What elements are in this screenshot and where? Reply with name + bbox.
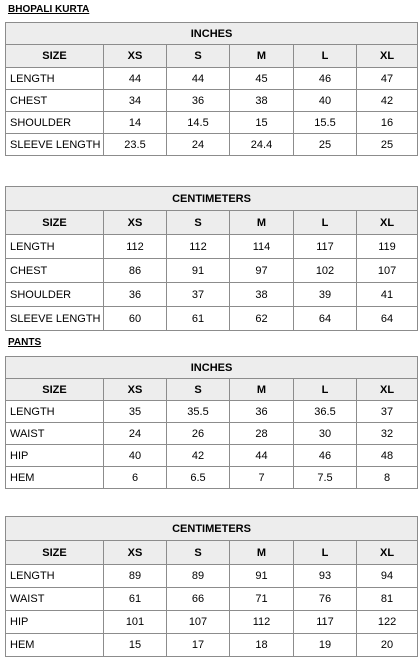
- column-header-size: SIZE: [6, 541, 104, 565]
- column-header-m: M: [230, 211, 294, 235]
- cell-value: 25: [294, 134, 357, 156]
- cell-value: 97: [230, 259, 294, 283]
- row-label: LENGTH: [6, 401, 104, 423]
- table-row: [6, 565, 418, 588]
- cell-value: 24.4: [230, 134, 294, 156]
- cell-value: 15.5: [294, 112, 357, 134]
- column-header-l: L: [294, 379, 357, 401]
- table-row: [6, 283, 418, 307]
- cell-value: 91: [230, 565, 294, 588]
- cell-value: 107: [357, 259, 418, 283]
- column-header-size: SIZE: [6, 211, 104, 235]
- cell-value: 44: [167, 68, 230, 90]
- cell-value: 24: [167, 134, 230, 156]
- column-header-xl: XL: [357, 541, 418, 565]
- column-header-s: S: [167, 379, 230, 401]
- cell-value: 23.5: [104, 134, 167, 156]
- cell-value: 64: [357, 307, 418, 331]
- row-label: LENGTH: [6, 68, 104, 90]
- kurta-centimeters-table: [5, 186, 418, 331]
- column-header-m: M: [230, 45, 294, 68]
- row-label: SHOULDER: [6, 112, 104, 134]
- column-header-xl: XL: [357, 211, 418, 235]
- row-label: HIP: [6, 611, 104, 634]
- column-header-m: M: [230, 379, 294, 401]
- table-row: [6, 611, 418, 634]
- cell-value: 37: [167, 283, 230, 307]
- cell-value: 44: [230, 445, 294, 467]
- cell-value: 36: [104, 283, 167, 307]
- cell-value: 60: [104, 307, 167, 331]
- cell-value: 38: [230, 283, 294, 307]
- kurta-inches-table: [5, 22, 418, 156]
- unit-header: CENTIMETERS: [6, 187, 418, 211]
- cell-value: 62: [230, 307, 294, 331]
- cell-value: 122: [357, 611, 418, 634]
- cell-value: 34: [104, 90, 167, 112]
- cell-value: 64: [294, 307, 357, 331]
- row-label: LENGTH: [6, 565, 104, 588]
- cell-value: 37: [357, 401, 418, 423]
- column-header-xl: XL: [357, 379, 418, 401]
- table-row: [6, 112, 418, 134]
- table-row: [6, 90, 418, 112]
- table-row: [6, 401, 418, 423]
- table-row: [6, 445, 418, 467]
- kurta-section-title: BHOPALI KURTA: [8, 4, 90, 15]
- column-header-s: S: [167, 211, 230, 235]
- cell-value: 35.5: [167, 401, 230, 423]
- cell-value: 36.5: [294, 401, 357, 423]
- cell-value: 6.5: [167, 467, 230, 489]
- cell-value: 101: [104, 611, 167, 634]
- cell-value: 89: [104, 565, 167, 588]
- unit-header: INCHES: [6, 23, 418, 45]
- cell-value: 46: [294, 68, 357, 90]
- cell-value: 14: [104, 112, 167, 134]
- cell-value: 26: [167, 423, 230, 445]
- cell-value: 25: [357, 134, 418, 156]
- column-header-xl: XL: [357, 45, 418, 68]
- table-row: [6, 235, 418, 259]
- cell-value: 76: [294, 588, 357, 611]
- pants-centimeters-table: [5, 516, 418, 657]
- cell-value: 6: [104, 467, 167, 489]
- cell-value: 61: [167, 307, 230, 331]
- column-header-size: SIZE: [6, 379, 104, 401]
- cell-value: 112: [167, 235, 230, 259]
- row-label: HEM: [6, 634, 104, 657]
- pants-inches-table: [5, 356, 418, 489]
- table-row: [6, 467, 418, 489]
- cell-value: 8: [357, 467, 418, 489]
- cell-value: 17: [167, 634, 230, 657]
- table-row: [6, 68, 418, 90]
- column-header-xs: XS: [104, 541, 167, 565]
- column-header-l: L: [294, 541, 357, 565]
- row-label: HIP: [6, 445, 104, 467]
- table-row: [6, 634, 418, 657]
- column-header-xs: XS: [104, 45, 167, 68]
- cell-value: 36: [230, 401, 294, 423]
- row-label: HEM: [6, 467, 104, 489]
- cell-value: 114: [230, 235, 294, 259]
- cell-value: 47: [357, 68, 418, 90]
- cell-value: 30: [294, 423, 357, 445]
- cell-value: 86: [104, 259, 167, 283]
- column-header-xs: XS: [104, 379, 167, 401]
- cell-value: 44: [104, 68, 167, 90]
- cell-value: 107: [167, 611, 230, 634]
- cell-value: 102: [294, 259, 357, 283]
- cell-value: 38: [230, 90, 294, 112]
- cell-value: 93: [294, 565, 357, 588]
- cell-value: 18: [230, 634, 294, 657]
- cell-value: 48: [357, 445, 418, 467]
- column-header-l: L: [294, 45, 357, 68]
- table-row: [6, 259, 418, 283]
- cell-value: 7.5: [294, 467, 357, 489]
- cell-value: 39: [294, 283, 357, 307]
- cell-value: 61: [104, 588, 167, 611]
- row-label: WAIST: [6, 423, 104, 445]
- cell-value: 40: [294, 90, 357, 112]
- cell-value: 94: [357, 565, 418, 588]
- cell-value: 119: [357, 235, 418, 259]
- cell-value: 46: [294, 445, 357, 467]
- cell-value: 71: [230, 588, 294, 611]
- cell-value: 16: [357, 112, 418, 134]
- row-label: WAIST: [6, 588, 104, 611]
- cell-value: 66: [167, 588, 230, 611]
- cell-value: 15: [230, 112, 294, 134]
- cell-value: 112: [230, 611, 294, 634]
- column-header-s: S: [167, 541, 230, 565]
- cell-value: 20: [357, 634, 418, 657]
- table-row: [6, 423, 418, 445]
- cell-value: 36: [167, 90, 230, 112]
- cell-value: 14.5: [167, 112, 230, 134]
- column-header-size: SIZE: [6, 45, 104, 68]
- column-header-s: S: [167, 45, 230, 68]
- row-label: CHEST: [6, 90, 104, 112]
- cell-value: 15: [104, 634, 167, 657]
- cell-value: 91: [167, 259, 230, 283]
- cell-value: 40: [104, 445, 167, 467]
- cell-value: 117: [294, 611, 357, 634]
- row-label: SLEEVE LENGTH: [6, 307, 104, 331]
- column-header-m: M: [230, 541, 294, 565]
- table-row: [6, 134, 418, 156]
- cell-value: 45: [230, 68, 294, 90]
- table-row: [6, 307, 418, 331]
- cell-value: 24: [104, 423, 167, 445]
- cell-value: 117: [294, 235, 357, 259]
- cell-value: 41: [357, 283, 418, 307]
- cell-value: 81: [357, 588, 418, 611]
- row-label: CHEST: [6, 259, 104, 283]
- cell-value: 42: [357, 90, 418, 112]
- table-row: [6, 588, 418, 611]
- column-header-xs: XS: [104, 211, 167, 235]
- row-label: LENGTH: [6, 235, 104, 259]
- cell-value: 35: [104, 401, 167, 423]
- cell-value: 28: [230, 423, 294, 445]
- cell-value: 19: [294, 634, 357, 657]
- unit-header: CENTIMETERS: [6, 517, 418, 541]
- column-header-l: L: [294, 211, 357, 235]
- unit-header: INCHES: [6, 357, 418, 379]
- cell-value: 32: [357, 423, 418, 445]
- cell-value: 89: [167, 565, 230, 588]
- pants-section-title: PANTS: [8, 337, 42, 348]
- row-label: SLEEVE LENGTH: [6, 134, 104, 156]
- cell-value: 42: [167, 445, 230, 467]
- cell-value: 112: [104, 235, 167, 259]
- cell-value: 7: [230, 467, 294, 489]
- row-label: SHOULDER: [6, 283, 104, 307]
